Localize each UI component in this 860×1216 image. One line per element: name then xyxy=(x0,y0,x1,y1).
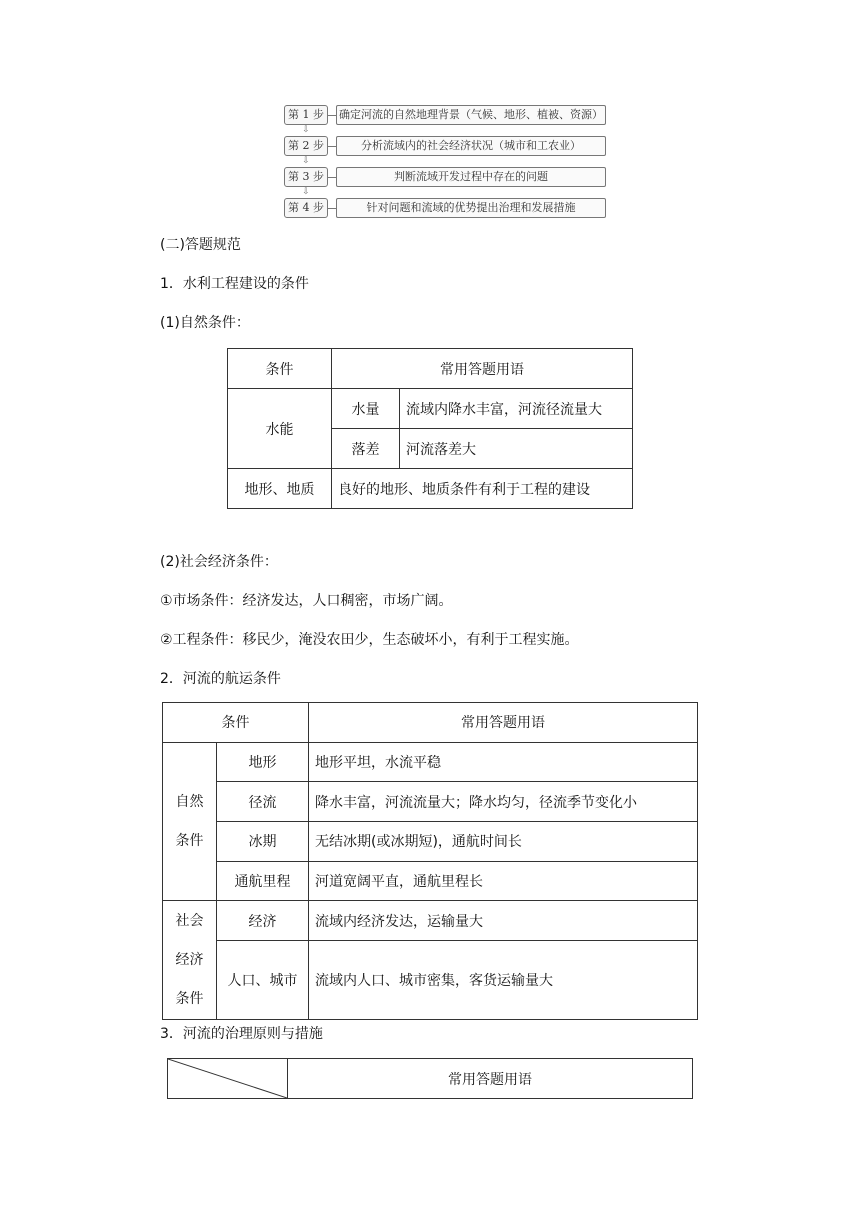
table-row xyxy=(163,941,698,1020)
name-cell: 经济 xyxy=(217,901,309,941)
down-arrow-icon: ⇩ xyxy=(302,156,310,166)
text-cell: 地形平坦，水流平稳 xyxy=(309,742,698,782)
header-cell: 常用答题用语 xyxy=(309,703,698,743)
flow-step-4 xyxy=(284,197,606,219)
table-header-row xyxy=(228,349,633,389)
flow-step-3 xyxy=(284,166,606,188)
step-label: 第 4 步 xyxy=(284,198,328,218)
name-cell: 通航里程 xyxy=(217,861,309,901)
step-text: 确定河流的自然地理背景（气候、地形、植被、资源） xyxy=(336,105,606,125)
diagonal-line xyxy=(168,1059,287,1098)
name-cell: 冰期 xyxy=(217,822,309,862)
navigation-conditions-table xyxy=(162,702,698,1020)
paragraph: ②工程条件：移民少，淹没农田少，生态破坏小，有利于工程实施。 xyxy=(160,632,579,648)
connector xyxy=(328,115,336,116)
text-cell: 降水丰富，河流流量大；降水均匀，径流季节变化小 xyxy=(309,782,698,822)
flow-step-1 xyxy=(284,104,606,126)
text-cell: 流域内降水丰富，河流径流量大 xyxy=(400,389,633,429)
step-label: 第 1 步 xyxy=(284,105,328,125)
table-row xyxy=(163,822,698,862)
step-text: 分析流域内的社会经济状况（城市和工农业） xyxy=(336,136,606,156)
table-header-row xyxy=(168,1059,693,1099)
group-label-line: 社会 xyxy=(175,912,204,929)
connector xyxy=(328,177,336,178)
item-heading: 1．水利工程建设的条件 xyxy=(160,276,309,292)
diagonal-header-cell xyxy=(168,1059,288,1099)
name-cell: 地形、地质 xyxy=(228,469,332,509)
header-cell: 条件 xyxy=(163,703,309,743)
text-cell: 河道宽阔平直，通航里程长 xyxy=(309,861,698,901)
text-cell: 流域内经济发达，运输量大 xyxy=(309,901,698,941)
step-text: 判断流域开发过程中存在的问题 xyxy=(336,167,606,187)
subheading: (2)社会经济条件： xyxy=(160,554,278,570)
text-cell: 无结冰期(或冰期短)，通航时间长 xyxy=(309,822,698,862)
connector xyxy=(328,146,336,147)
table-row xyxy=(163,742,698,782)
down-arrow-icon: ⇩ xyxy=(302,125,310,135)
name-cell: 落差 xyxy=(332,429,400,469)
name-cell: 地形 xyxy=(217,742,309,782)
header-cell: 条件 xyxy=(228,349,332,389)
four-step-flowchart xyxy=(284,104,606,219)
subheading: (1)自然条件： xyxy=(160,315,250,331)
paragraph: ①市场条件：经济发达，人口稠密，市场广阔。 xyxy=(160,593,453,609)
river-governance-table xyxy=(167,1058,693,1099)
item-heading: 2．河流的航运条件 xyxy=(160,671,281,687)
group-label-line: 经济 xyxy=(175,951,204,968)
group-cell-natural xyxy=(163,742,217,901)
group-cell-social xyxy=(163,901,217,1020)
name-cell: 径流 xyxy=(217,782,309,822)
down-arrow-icon: ⇩ xyxy=(302,187,310,197)
item-heading: 3．河流的治理原则与措施 xyxy=(160,1026,323,1042)
step-label: 第 3 步 xyxy=(284,167,328,187)
table-row xyxy=(228,389,633,429)
step-text: 针对问题和流域的优势提出治理和发展措施 xyxy=(336,198,606,218)
table-header-row xyxy=(163,703,698,743)
table-row xyxy=(163,901,698,941)
group-label-line: 条件 xyxy=(175,990,204,1007)
header-cell: 常用答题用语 xyxy=(288,1059,693,1099)
hydro-natural-conditions-table xyxy=(227,348,633,509)
text-cell: 流域内人口、城市密集，客货运输量大 xyxy=(309,941,698,1020)
flow-step-2 xyxy=(284,135,606,157)
section-heading: (二)答题规范 xyxy=(160,237,241,253)
connector xyxy=(328,208,336,209)
step-label: 第 2 步 xyxy=(284,136,328,156)
table-row xyxy=(228,469,633,509)
text-cell: 良好的地形、地质条件有利于工程的建设 xyxy=(332,469,633,509)
table-row xyxy=(163,861,698,901)
group-label-line: 条件 xyxy=(175,832,204,849)
group-label-line: 自然 xyxy=(175,793,204,810)
text-cell: 河流落差大 xyxy=(400,429,633,469)
header-cell: 常用答题用语 xyxy=(332,349,633,389)
name-cell: 水量 xyxy=(332,389,400,429)
group-cell: 水能 xyxy=(228,389,332,469)
table-row xyxy=(163,782,698,822)
name-cell: 人口、城市 xyxy=(217,941,309,1020)
